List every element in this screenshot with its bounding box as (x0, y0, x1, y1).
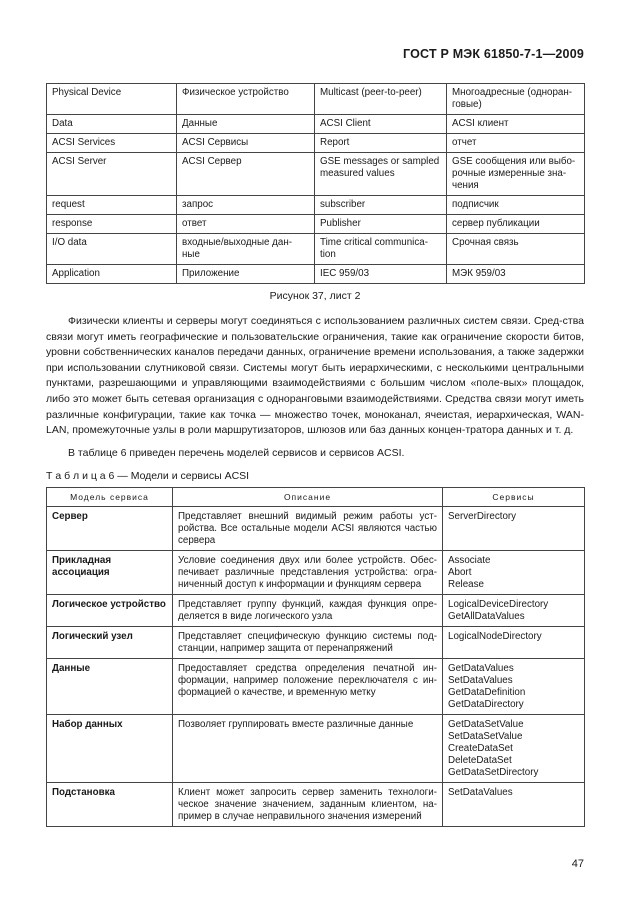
service-name: GetAllDataValues (448, 611, 525, 622)
service-model-description: Клиент может запросить сервер заменить технологи-ческое значение значением, заданным клиентом, на-пример в случае неправильного значения измерений (173, 783, 443, 827)
glossary-cell: I/O data (47, 234, 177, 265)
page-number: 47 (571, 858, 584, 870)
glossary-cell: Физическое устройство (177, 84, 315, 115)
glossary-cell: ACSI Сервер (177, 153, 315, 196)
glossary-cell: Report (315, 134, 447, 153)
table-title: Т а б л и ц а 6 — Модели и сервисы ACSI (46, 470, 250, 482)
service-list (443, 783, 585, 827)
glossary-cell: Time critical communica-tion (315, 234, 447, 265)
glossary-cell: Publisher (315, 215, 447, 234)
service-name: DeleteDataSet (448, 755, 512, 766)
service-name: GetDataDefinition (448, 687, 526, 698)
service-name: LogicalNodeDirectory (448, 631, 542, 642)
glossary-cell: response (47, 215, 177, 234)
glossary-cell: ACSI клиент (447, 115, 585, 134)
glossary-cell: входные/выходные дан-ные (177, 234, 315, 265)
service-model-description: Представляет группу функций, каждая функция опре-деляется в виде логического узла (173, 595, 443, 627)
column-header-model: Модель сервиса (47, 488, 173, 507)
glossary-cell: ACSI Server (47, 153, 177, 196)
glossary-cell: Application (47, 265, 177, 284)
table-row (47, 627, 585, 659)
table-row (47, 659, 585, 715)
service-model-name: Логическое устройство (47, 595, 173, 627)
document-header: ГОСТ Р МЭК 61850-7-1—2009 (403, 47, 584, 61)
glossary-row (47, 265, 585, 284)
glossary-cell: подписчик (447, 196, 585, 215)
glossary-row (47, 234, 585, 265)
service-name: GetDataSetValue (448, 719, 524, 730)
service-model-description: Условие соединения двух или более устройств. Обес-печивает различные представления устройства: огра-ниченный доступ к информации и функциям сервера (173, 551, 443, 595)
glossary-cell: request (47, 196, 177, 215)
glossary-table (46, 83, 585, 284)
glossary-cell: ACSI Services (47, 134, 177, 153)
paragraph-table-intro: В таблице 6 приведен перечень моделей сервисов и сервисов ACSI. (68, 447, 405, 459)
service-list (443, 659, 585, 715)
glossary-cell: сервер публикации (447, 215, 585, 234)
service-name: Abort (448, 567, 472, 578)
table-row (47, 715, 585, 783)
glossary-row (47, 215, 585, 234)
service-model-name: Подстановка (47, 783, 173, 827)
service-name: GetDataSetDirectory (448, 767, 539, 778)
glossary-cell: Срочная связь (447, 234, 585, 265)
service-model-name: Логический узел (47, 627, 173, 659)
glossary-row (47, 196, 585, 215)
service-model-name: Сервер (47, 507, 173, 551)
service-model-description: Представляет внешний видимый режим работы уст-ройства. Все остальные модели ACSI являются частью сервера (173, 507, 443, 551)
paragraph-communication: Физически клиенты и серверы могут соединяться с использованием различных систем связи. Сред-ства связи могут иметь географические и пользовательские ограничения, такие как ограничение скорости битов, уровни собственнических каналов передачи данных, ограничение времени использования, а также задержки при использовании слутниковой связи. Системы могут быть иерархическими, с несколькими центральными пунктами, разрешающими и управляющими взаимодействиями с большим числом «поле-вых» площадок, либо это может быть сетевая организация с одноранговыми взаимодействиями. Средства связи могут иметь различные конфигурации, такие как точка — множество точек, моноканал, ячеистая, иерархическая, WAN-LAN, промежуточные узлы в роли маршрутизаторов, шлюзов или баз данных концен-тратора данных и т. д. (46, 315, 584, 437)
glossary-cell: Данные (177, 115, 315, 134)
acsi-models-table (46, 487, 585, 827)
glossary-row (47, 153, 585, 196)
glossary-cell: IEC 959/03 (315, 265, 447, 284)
column-header-description: Описание (173, 488, 443, 507)
glossary-cell: ACSI Сервисы (177, 134, 315, 153)
glossary-cell: ACSI Client (315, 115, 447, 134)
service-list (443, 595, 585, 627)
figure-caption: Рисунок 37, лист 2 (269, 290, 361, 302)
table-row (47, 595, 585, 627)
service-name: CreateDataSet (448, 743, 513, 754)
service-name: Associate (448, 555, 491, 566)
glossary-cell: запрос (177, 196, 315, 215)
service-name: SetDataValues (448, 675, 513, 686)
glossary-row (47, 134, 585, 153)
service-name: GetDataDirectory (448, 699, 524, 710)
service-name: ServerDirectory (448, 511, 517, 522)
service-list (443, 551, 585, 595)
glossary-row (47, 84, 585, 115)
service-name: SetDataValues (448, 787, 513, 798)
table-row (47, 551, 585, 595)
service-model-name: Набор данных (47, 715, 173, 783)
glossary-cell: Multicast (peer-to-peer) (315, 84, 447, 115)
service-model-description: Позволяет группировать вместе различные данные (173, 715, 443, 783)
glossary-cell: отчет (447, 134, 585, 153)
column-header-services: Сервисы (443, 488, 585, 507)
glossary-cell: Physical Device (47, 84, 177, 115)
service-model-name: Прикладная ассоциация (47, 551, 173, 595)
service-model-description: Предоставляет средства определения печатной ин-формации, например положение переключателя с ин-формацией о качестве, и временную метку (173, 659, 443, 715)
glossary-row (47, 115, 585, 134)
service-name: LogicalDeviceDirectory (448, 599, 549, 610)
service-list (443, 715, 585, 783)
glossary-cell: GSE messages or sampled measured values (315, 153, 447, 196)
service-list (443, 507, 585, 551)
glossary-cell: МЭК 959/03 (447, 265, 585, 284)
service-name: Release (448, 579, 484, 590)
glossary-cell: subscriber (315, 196, 447, 215)
service-name: SetDataSetValue (448, 731, 523, 742)
glossary-cell: Многоадресные (одноран-говые) (447, 84, 585, 115)
glossary-cell: Приложение (177, 265, 315, 284)
service-name: GetDataValues (448, 663, 514, 674)
table-row (47, 507, 585, 551)
table-row (47, 783, 585, 827)
glossary-cell: ответ (177, 215, 315, 234)
service-list (443, 627, 585, 659)
service-model-description: Представляет специфическую функцию системы под-станции, например защита от перенапряжений (173, 627, 443, 659)
glossary-cell: GSE сообщения или выбо-рочные измеренные зна-чения (447, 153, 585, 196)
glossary-cell: Data (47, 115, 177, 134)
service-model-name: Данные (47, 659, 173, 715)
